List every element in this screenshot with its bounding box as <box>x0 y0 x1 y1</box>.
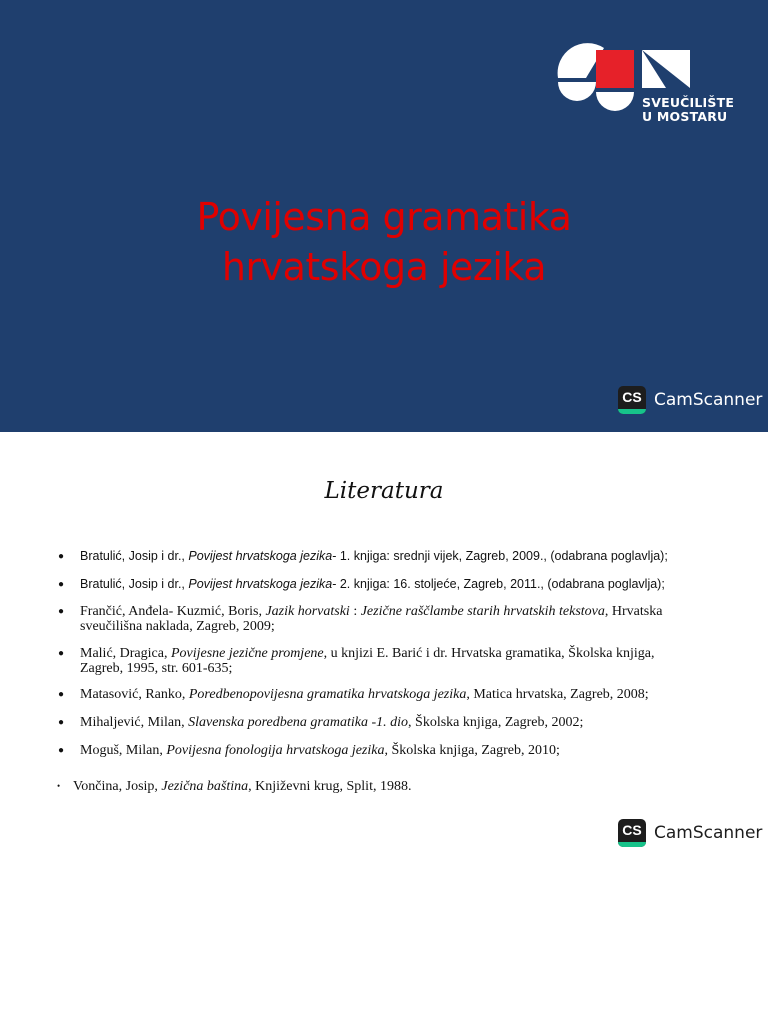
bullet-icon: ● <box>58 551 65 562</box>
logo-red-square <box>596 50 634 88</box>
logo-line-2: U MOSTARU <box>642 109 728 124</box>
item-author: Malić, Dragica, <box>80 646 171 661</box>
item-author: Bratulić, Josip i dr., <box>80 549 189 563</box>
slide-title-line-2: hrvatskoga jezika <box>221 245 547 289</box>
bullet-icon: ● <box>58 648 65 659</box>
list-item <box>58 549 720 564</box>
camscanner-watermark-bottom <box>618 819 762 847</box>
bullet-icon: ● <box>58 689 65 700</box>
list-item <box>58 646 720 676</box>
camscanner-icon <box>618 386 646 414</box>
item-subtitle: Jezične raščlambe starih hrvatskih tekstova <box>360 604 605 619</box>
title-slide <box>0 0 768 432</box>
list-item <box>58 743 720 758</box>
logo-u-shape <box>596 92 634 111</box>
item-details: , Hrvatska <box>604 604 663 619</box>
camscanner-watermark <box>618 386 762 414</box>
list-item <box>57 779 713 794</box>
logo-wordmark <box>642 96 734 124</box>
camscanner-icon-bar <box>618 842 646 847</box>
item-title: Jazik horvatski <box>265 604 350 619</box>
bullet-icon: ● <box>58 579 65 590</box>
list-item <box>58 687 720 702</box>
item-author: Frančić, Anđela- Kuzmić, Boris, <box>80 604 266 619</box>
item-author: Vončina, Josip, <box>73 779 162 794</box>
list-item <box>58 604 720 634</box>
item-title: Povijest hrvatskoga jezika <box>188 549 333 563</box>
list-item <box>58 715 720 730</box>
item-details: - 2. knjiga: 16. stoljeće, Zagreb, 2011., (odabrana poglavlja); <box>332 577 665 591</box>
item-details-line-2: sveučilišna naklada, Zagreb, 2009; <box>80 619 275 634</box>
list-item <box>58 577 720 592</box>
literature-heading: Literatura <box>324 478 444 504</box>
item-separator: : <box>349 604 361 619</box>
item-author: Mihaljević, Milan, <box>80 715 189 730</box>
item-details: - 1. knjiga: srednji vijek, Zagreb, 2009., (odabrana poglavlja); <box>332 549 668 563</box>
item-title: Povijest hrvatskoga jezika <box>188 577 333 591</box>
camscanner-icon <box>618 819 646 847</box>
item-details-line-2: Zagreb, 1995, str. 601-635; <box>80 661 233 676</box>
bullet-icon: • <box>57 781 61 791</box>
slide-title <box>0 192 768 292</box>
item-author: Moguš, Milan, <box>80 743 167 758</box>
item-title: Slavenska poredbena gramatika -1. dio <box>188 715 409 730</box>
logo-line-1: SVEUČILIŠTE <box>642 95 735 110</box>
item-title: Povijesne jezične promjene <box>170 646 324 661</box>
item-title: Jezična baština <box>161 779 249 794</box>
item-author: Matasović, Ranko, <box>80 687 189 702</box>
item-title: Poredbenopovijesna gramatika hrvatskoga jezika <box>188 687 467 702</box>
item-details: , Školska knjiga, Zagreb, 2002; <box>408 715 584 730</box>
camscanner-icon-bar <box>618 409 646 414</box>
camscanner-icon-letters: CS <box>622 389 642 405</box>
slide-title-line-1: Povijesna gramatika <box>196 195 572 239</box>
item-title: Povijesna fonologija hrvatskoga jezika <box>166 743 385 758</box>
item-details: , Književni krug, Split, 1988. <box>248 779 412 794</box>
item-details: , u knjizi E. Barić i dr. Hrvatska gramatika, Školska knjiga, <box>323 646 655 661</box>
bullet-icon: ● <box>58 606 65 617</box>
item-author: Bratulić, Josip i dr., <box>80 577 189 591</box>
camscanner-label: CamScanner <box>654 823 763 843</box>
item-details: , Matica hrvatska, Zagreb, 2008; <box>466 687 649 702</box>
camscanner-label: CamScanner <box>654 390 763 410</box>
camscanner-icon-letters: CS <box>622 822 642 838</box>
item-details: , Školska knjiga, Zagreb, 2010; <box>384 743 560 758</box>
bullet-icon: ● <box>58 717 65 728</box>
bullet-icon: ● <box>58 745 65 756</box>
logo-half-circle-shape <box>558 82 596 101</box>
